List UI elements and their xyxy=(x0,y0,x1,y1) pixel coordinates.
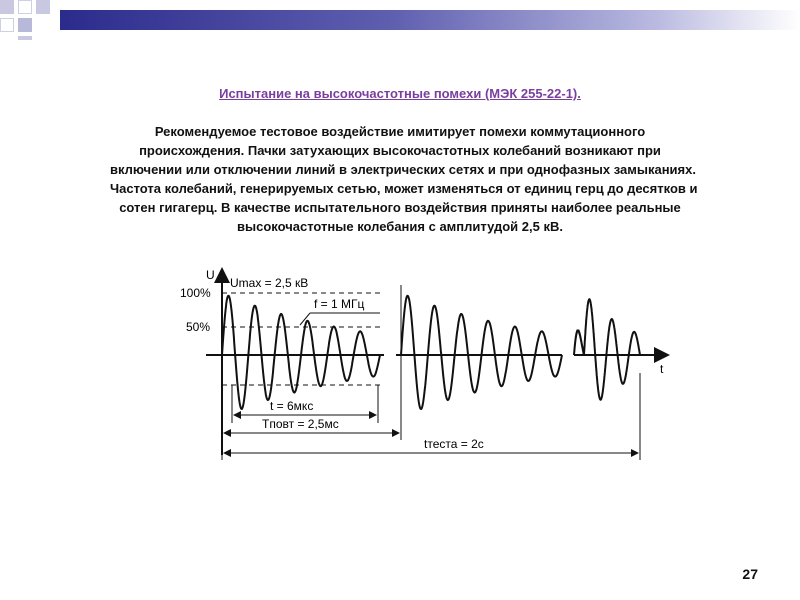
slide-title: Испытание на высокочастотные помехи (МЭК 255-22-1). xyxy=(219,86,581,101)
body-line: сотен гигагерц. В качестве испытательного воздействия приняты наиболее реальные xyxy=(119,200,681,215)
body-line: Частота колебаний, генерируемых сетью, может изменяться от единиц герц до десятков и xyxy=(110,181,698,196)
deco-square-4 xyxy=(0,18,14,32)
level-100-label: 100% xyxy=(180,286,211,300)
page-number: 27 xyxy=(742,566,758,582)
axis-t-label: t xyxy=(660,362,664,376)
header-gradient-band xyxy=(60,10,800,30)
t-repeat-label: Tповт = 2,5мс xyxy=(262,417,339,431)
burst-3 xyxy=(574,331,584,356)
hf-burst-diagram xyxy=(170,255,690,465)
burst-2 xyxy=(401,296,562,409)
deco-square-1 xyxy=(0,0,14,14)
level-50-label: 50% xyxy=(186,320,211,334)
body-line: высокочастотные колебания с амплитудой 2,5 кВ. xyxy=(237,219,563,234)
slide-body-text xyxy=(110,122,698,236)
body-line: включении или отключении линий в электрических сетях и при однофазных замыканиях. xyxy=(110,162,696,177)
slide-header-decoration xyxy=(0,0,800,40)
deco-square-6 xyxy=(18,36,32,40)
deco-square-5 xyxy=(18,18,32,32)
umax-label: Umax = 2,5 кВ xyxy=(230,276,309,290)
freq-label: f = 1 МГц xyxy=(314,297,365,311)
deco-square-2 xyxy=(18,0,32,14)
body-line: происхождения. Пачки затухающих высокочастотных колебаний возникают при xyxy=(139,143,661,158)
deco-square-3 xyxy=(36,0,50,14)
burst-4 xyxy=(584,299,640,399)
burst-duration-label: t = 6мкс xyxy=(270,399,314,413)
t-test-label: tтеста = 2с xyxy=(424,437,484,451)
body-line: Рекомендуемое тестовое воздействие имитирует помехи коммутационного xyxy=(154,124,646,139)
axis-u-label: U xyxy=(206,268,215,282)
